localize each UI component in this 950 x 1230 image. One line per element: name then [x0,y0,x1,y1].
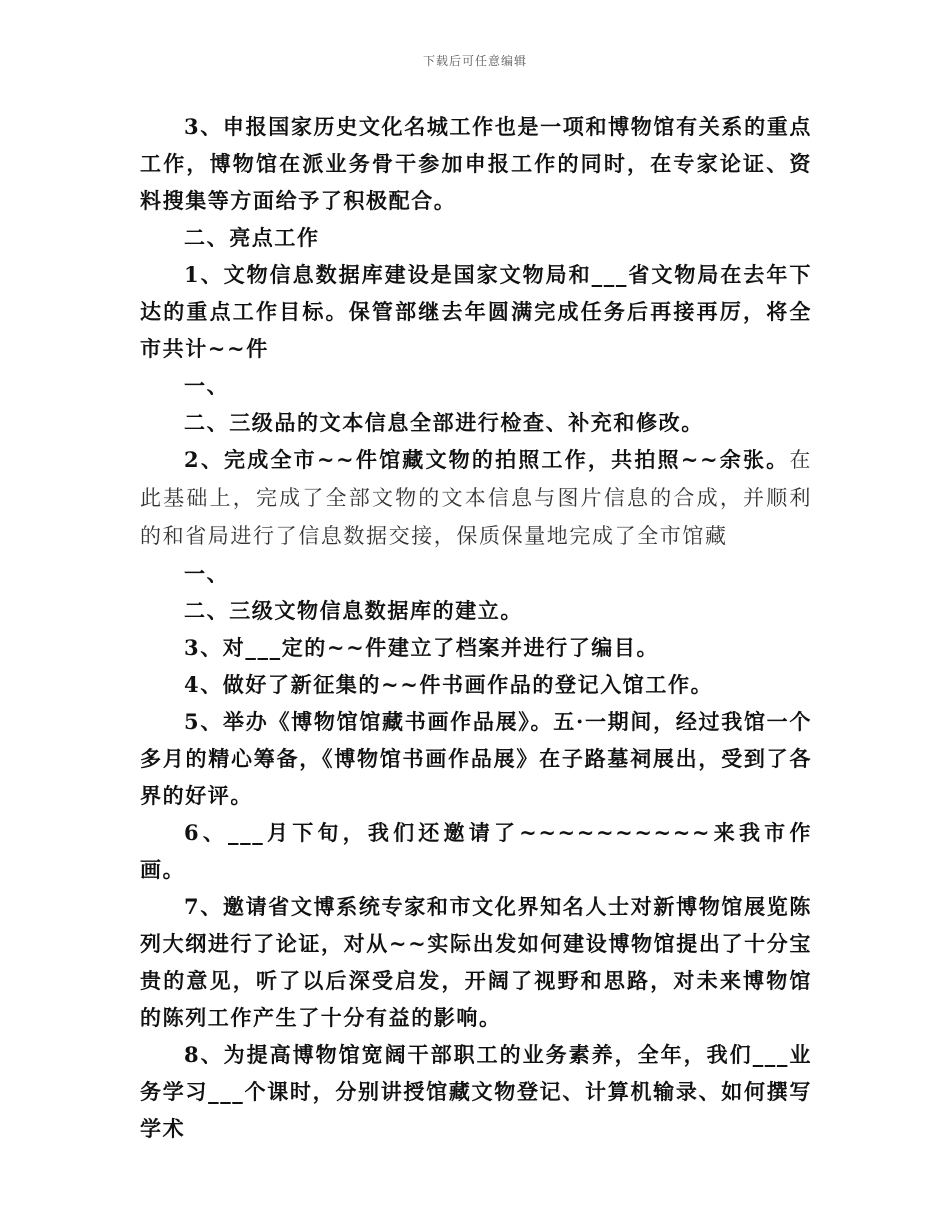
paragraph-7-experts: 7、邀请省文博系统专家和市文化界知名人士对新博物馆展览陈列大纲进行了论证，对从~~实际出发如何建设博物馆提出了十分宝贵的意见，听了以后深受启发，开阔了视野和思路，对未来博物馆的陈列工作产生了十分有益的影响。 [140,894,812,1030]
paragraph-4-registration: 4、做好了新征集的~~件书画作品的登记入馆工作。 [184,672,714,697]
paragraph-grade-info: 二、三级品的文本信息全部进行检查、补充和修改。 [184,410,704,435]
paragraph-1-database: 1、文物信息数据库建设是国家文物局和___省文物局在去年下达的重点工作目标。保管部继去年圆满完成任务后再接再厉，将全市共计~~件 [140,262,812,361]
paragraph-database-established: 二、三级文物信息数据库的建立。 [184,598,523,623]
paragraph-fragment-1: 一、 [184,373,230,398]
page-header: 下载后可任意编辑 [422,54,527,68]
document-body [140,108,812,1147]
paragraph-8-training: 8、为提高博物馆宽阔干部职工的业务素养，全年，我们___业务学习___个课时，分别讲授馆藏文物登记、计算机输录、如何撰写学术 [140,1042,812,1141]
paragraph-fragment-2: 一、 [184,561,230,586]
section-heading-highlights: 二、亮点工作 [184,225,320,250]
paragraph-5-exhibition: 5、举办《博物馆馆藏书画作品展》。五·一期间，经过我馆一个多月的精心筹备，《博物馆书画作品展》在子路墓祠展出，受到了各界的好评。 [140,709,812,808]
paragraph-3-archives: 3、对___定的~~件建立了档案并进行了编目。 [184,635,660,660]
paragraph-3-application: 3、申报国家历史文化名城工作也是一项和博物馆有关系的重点工作，博物馆在派业务骨干参加申报工作的同时，在专家论证、资料搜集等方面给予了积极配合。 [140,114,812,213]
paragraph-6-invitation: 6、___月下旬，我们还邀请了~~~~~~~~~~来我市作画。 [140,820,812,882]
paragraph-2-continuation: 在此基础上，完成了全部文物的文本信息与图片信息的合成，并顺利的和省局进行了信息数据交接，保质保量地完成了全市馆藏 [140,448,812,548]
paragraph-2-photography: 2、完成全市~~件馆藏文物的拍照工作，共拍照~~余张。在此基础上，完成了全部文物的文本信息与图片信息的合成，并顺利的和省局进行了信息数据交接，保质保量地完成了全市馆藏 [140,447,812,548]
